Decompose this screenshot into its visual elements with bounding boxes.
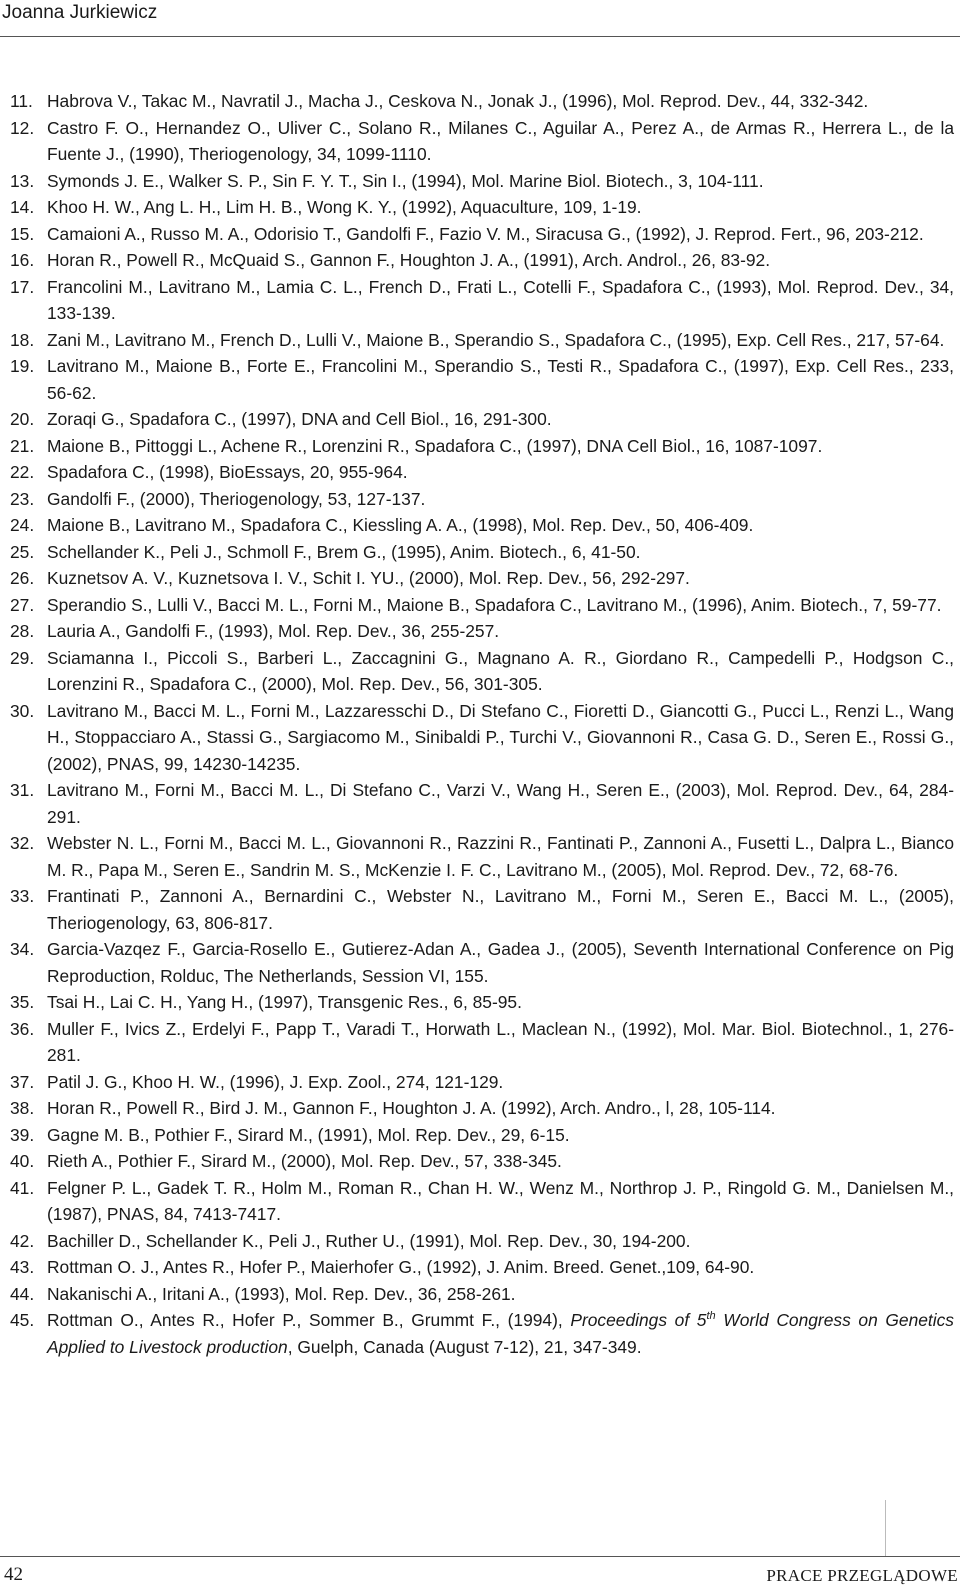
reference-item [10,645,954,698]
reference-item [10,512,954,539]
reference-authors: Rottman O., Antes R., Hofer P., Sommer B., Grummt F., (1994), [47,1310,571,1330]
reference-number: 33. [10,886,35,906]
margin-mark [885,1500,886,1556]
reference-text: Patil J. G., Khoo H. W., (1996), J. Exp. Zool., 274, 121-129. [47,1071,504,1092]
reference-text: Frantinati P., Zannoni A., Bernardini C., Webster N., Lavitrano M., Forni M., Seren E., Bacci M. L., (2005), Theriogenology, 63, 806-817. [47,886,954,933]
reference-number: 37. [10,1071,35,1092]
reference-text: Horan R., Powell R., McQuaid S., Gannon F., Houghton J. A., (1991), Arch. Androl., 26, 83-92. [47,250,771,270]
reference-source: , Guelph, Canada (August 7-12), 21, 347-349. [287,1336,642,1357]
reference-item [10,1254,954,1281]
reference-text [47,1307,954,1360]
reference-number: 25. [10,541,35,562]
reference-text: Habrova V., Takac M., Navratil J., Macha J., Ceskova N., Jonak J., (1996), Mol. Reprod. Dev., 44, 332-342. [47,91,869,111]
reference-number: 32. [10,833,35,853]
reference-item [10,1122,954,1149]
reference-number: 26. [10,568,35,588]
reference-number: 20. [10,409,35,429]
reference-number: 18. [10,329,35,350]
reference-text: Horan R., Powell R., Bird J. M., Gannon F., Houghton J. A. (1992), Arch. Andro., l, 28, 105-114. [47,1098,776,1118]
reference-number: 31. [10,780,35,800]
reference-item [10,486,954,513]
reference-text: Lavitrano M., Bacci M. L., Forni M., Lazzaresschi D., Di Stefano C., Fioretti D., Giancotti G., Pucci L., Renzi L., Wang H., Stoppacciaro A., Stassi G., Sargiacomo M., Sinibaldi P., Turchi V., Giovannoni R., Casa G. D., Seren E., Rossi G., (2002), PNAS, 99, 14230-14235. [47,700,954,774]
reference-number: 15. [10,223,35,244]
reference-number: 28. [10,621,35,641]
reference-number: 24. [10,515,35,535]
reference-text: Gandolfi F., (2000), Theriogenology, 53, 127-137. [47,488,426,509]
reference-text: Zani M., Lavitrano M., French D., Lulli V., Maione B., Sperandio S., Spadafora C., (1995), Exp. Cell Res., 217, 57-64. [47,329,945,350]
reference-number: 36. [10,1018,35,1039]
reference-number: 22. [10,462,35,482]
reference-item [10,1307,954,1360]
running-header-author: Joanna Jurkiewicz [2,2,158,23]
reference-number: 11. [10,91,33,111]
page-number: 42 [4,1564,23,1585]
reference-item [10,1148,954,1175]
reference-number: 16. [10,250,35,270]
reference-item [10,698,954,778]
reference-item [10,168,954,195]
reference-title-part: World Congress on Genetics Applied to Livestock production [47,1310,955,1357]
reference-number: 12. [10,117,35,138]
reference-item [10,830,954,883]
reference-number: 29. [10,647,35,668]
reference-number: 45. [10,1310,35,1330]
reference-number: 44. [10,1283,35,1304]
reference-item [10,459,954,486]
reference-number: 19. [10,356,35,376]
reference-item [10,433,954,460]
reference-item [10,1016,954,1069]
journal-section-name: PRACE PRZEGLĄDOWE [766,1566,958,1585]
ordinal-suffix: th [706,1310,716,1323]
reference-number: 42. [10,1230,35,1251]
reference-text: Bachiller D., Schellander K., Peli J., Ruther U., (1991), Mol. Rep. Dev., 30, 194-200. [47,1230,691,1251]
reference-number: 39. [10,1124,35,1145]
reference-item [10,221,954,248]
reference-number: 40. [10,1151,35,1171]
reference-item [10,565,954,592]
reference-item [10,115,954,168]
reference-text: Sciamanna I., Piccoli S., Barberi L., Zaccagnini G., Magnano A. R., Giordano R., Campedelli P., Hodgson C., Lorenzini R., Spadafora C., (2000), Mol. Rep. Dev., 56, 301-305. [47,647,954,694]
reference-text: Garcia-Vazqez F., Garcia-Rosello E., Gutierez-Adan A., Gadea J., (2005), Seventh International Conference on Pig Reproduction, Rolduc, The Netherlands, Session VI, 155. [47,939,954,986]
reference-item [10,989,954,1016]
reference-text: Schellander K., Peli J., Schmoll F., Brem G., (1995), Anim. Biotech., 6, 41-50. [47,541,641,562]
reference-text: Lauria A., Gandolfi F., (1993), Mol. Rep. Dev., 36, 255-257. [47,621,500,641]
reference-number: 14. [10,197,35,217]
reference-text: Webster N. L., Forni M., Bacci M. L., Giovannoni R., Razzini R., Fantinati P., Zannoni A., Fusetti L., Dalpra L., Bianco M. R., Papa M., Seren E., Sandrin M. S., McKenzie I. F. C., Lavitrano M., (2005), Mol. Reprod. Dev., 72, 68-76. [47,833,954,880]
reference-text: Sperandio S., Lulli V., Bacci M. L., Forni M., Maione B., Spadafora C., Lavitrano M., (1996), Anim. Biotech., 7, 59-77. [47,594,942,615]
reference-text: Spadafora C., (1998), BioEssays, 20, 955-964. [47,462,408,482]
reference-title-part: Proceedings of 5 [570,1310,707,1330]
reference-text: Tsai H., Lai C. H., Yang H., (1997), Transgenic Res., 6, 85-95. [47,992,522,1012]
reference-item [10,88,954,115]
reference-text: Rottman O. J., Antes R., Hofer P., Maierhofer G., (1992), J. Anim. Breed. Genet.,109, 64-90. [47,1257,755,1277]
reference-item [10,592,954,619]
reference-text: Lavitrano M., Maione B., Forte E., Francolini M., Sperandio S., Testi R., Spadafora C., (1997), Exp. Cell Res., 233, 56-62. [47,356,954,403]
reference-number: 35. [10,992,35,1012]
reference-number: 43. [10,1257,35,1277]
reference-text: Kuznetsov A. V., Kuznetsova I. V., Schit I. YU., (2000), Mol. Rep. Dev., 56, 292-297. [47,568,690,588]
reference-text: Francolini M., Lavitrano M., Lamia C. L., French D., Frati L., Cotelli F., Spadafora C., (1993), Mol. Reprod. Dev., 34, 133-139. [47,276,954,323]
reference-text: Maione B., Lavitrano M., Spadafora C., Kiessling A. A., (1998), Mol. Rep. Dev., 50, 406-409. [47,515,754,535]
reference-item [10,1281,954,1308]
reference-text: Nakanischi A., Iritani A., (1993), Mol. Rep. Dev., 36, 258-261. [47,1283,516,1304]
reference-item [10,539,954,566]
reference-number: 41. [10,1177,35,1198]
reference-text: Maione B., Pittoggi L., Achene R., Lorenzini R., Spadafora C., (1997), DNA Cell Biol., 16, 1087-1097. [47,435,823,456]
reference-text: Khoo H. W., Ang L. H., Lim H. B., Wong K. Y., (1992), Aquaculture, 109, 1-19. [47,197,642,217]
reference-item [10,883,954,936]
reference-number: 23. [10,488,35,509]
reference-number: 27. [10,594,35,615]
reference-item [10,194,954,221]
reference-number: 21. [10,435,35,456]
reference-list [10,88,954,1360]
footer-divider [0,1556,960,1557]
reference-text: Zoraqi G., Spadafora C., (1997), DNA and Cell Biol., 16, 291-300. [47,409,552,429]
reference-text: Felgner P. L., Gadek T. R., Holm M., Roman R., Chan H. W., Wenz M., Northrop J. P., Ringold G. M., Danielsen M., (1987), PNAS, 84, 7413-7417. [47,1177,954,1224]
reference-item [10,1228,954,1255]
reference-item [10,936,954,989]
reference-number: 30. [10,700,35,721]
reference-number: 17. [10,276,35,297]
reference-text: Symonds J. E., Walker S. P., Sin F. Y. T., Sin I., (1994), Mol. Marine Biol. Biotech., 3, 104-111. [47,170,764,191]
reference-number: 13. [10,170,35,191]
reference-text: Camaioni A., Russo M. A., Odorisio T., Gandolfi F., Fazio V. M., Siracusa G., (1992), J. Reprod. Fert., 96, 203-212. [47,223,924,244]
reference-item [10,274,954,327]
reference-text: Lavitrano M., Forni M., Bacci M. L., Di Stefano C., Varzi V., Wang H., Seren E., (2003), Mol. Reprod. Dev., 64, 284-291. [47,780,954,827]
reference-item [10,406,954,433]
reference-text: Rieth A., Pothier F., Sirard M., (2000), Mol. Rep. Dev., 57, 338-345. [47,1151,562,1171]
reference-number: 34. [10,939,35,959]
header-divider [0,36,960,37]
reference-text: Muller F., Ivics Z., Erdelyi F., Papp T., Varadi T., Horwath L., Maclean N., (1992), Mol. Mar. Biol. Biotechnol., 1, 276-281. [47,1018,954,1065]
reference-number: 38. [10,1098,35,1118]
reference-item [10,327,954,354]
reference-item [10,1095,954,1122]
reference-text: Castro F. O., Hernandez O., Uliver C., Solano R., Milanes C., Aguilar A., Perez A., de Armas R., Herrera L., de la Fuente J., (1990), Theriogenology, 34, 1099-1110. [47,117,954,164]
reference-item [10,1175,954,1228]
reference-text: Gagne M. B., Pothier F., Sirard M., (1991), Mol. Rep. Dev., 29, 6-15. [47,1124,570,1145]
reference-item [10,777,954,830]
reference-item [10,1069,954,1096]
reference-item [10,247,954,274]
reference-item [10,353,954,406]
reference-item [10,618,954,645]
